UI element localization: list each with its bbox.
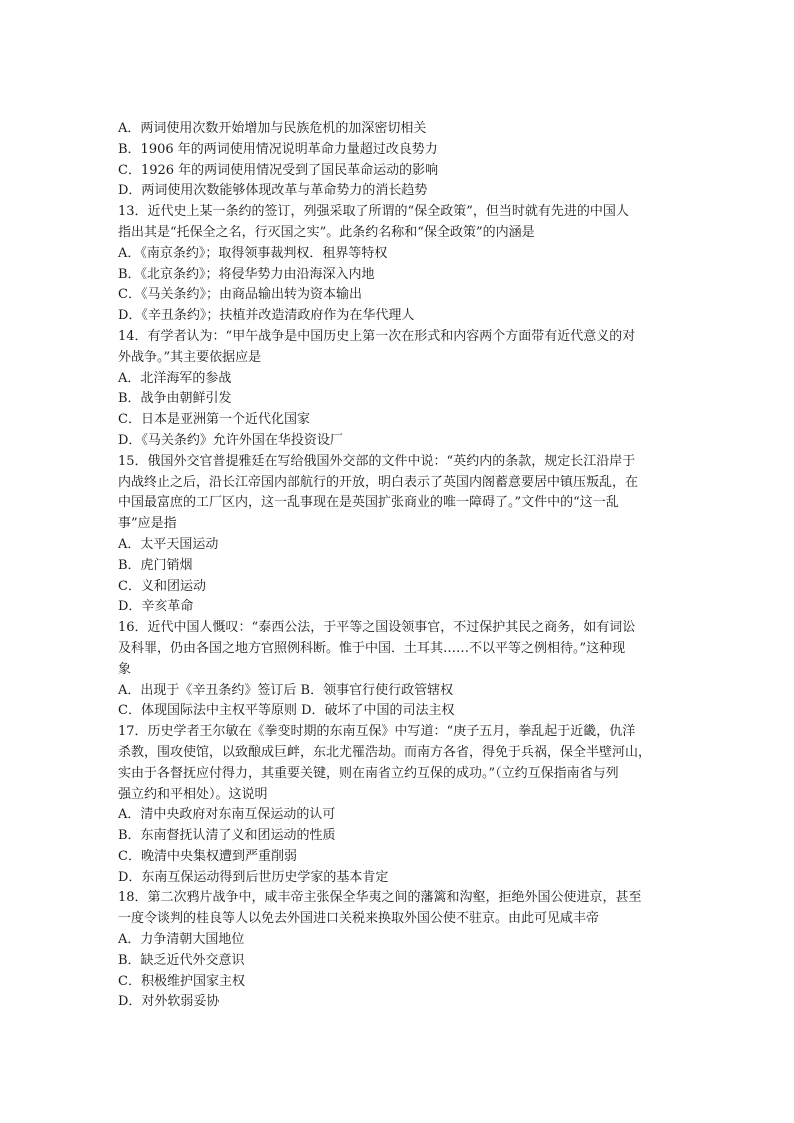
option-d: D．辛亥革命 bbox=[118, 599, 194, 615]
question-stem-line: 13．近代史上某一条约的签订，列强采取了所谓的“保全政策”，但当时就有先进的中国人 bbox=[118, 204, 629, 220]
option-c: C．日本是亚洲第一个近代化国家 bbox=[118, 412, 310, 428]
option-b: B．1906 年的两词使用情况说明革命力量超过改良势力 bbox=[118, 141, 438, 157]
question-stem-line: 内战终止之后，沿长江帝国内部航行的开放，明白表示了英国内阁蓄意要居中镇压叛乱，在 bbox=[118, 474, 639, 490]
option-d: D．《辛丑条约》；扶植并改造清政府作为在华代理人 bbox=[118, 308, 415, 324]
option-a: A．两词使用次数开始增加与民族危机的加深密切相关 bbox=[118, 121, 427, 136]
option-d: D．东南互保运动得到后世历史学家的基本肯定 bbox=[118, 869, 389, 885]
question-stem-line: 中国最富庶的工厂区内，这一乱事现在是英国扩张商业的唯一障碍了。”文件中的“这一乱 bbox=[118, 495, 619, 511]
option-d: D．《马关条约》允许外国在华投资设厂 bbox=[118, 432, 343, 448]
question-stem-line: 象 bbox=[118, 661, 132, 677]
question-stem-line: 指出其是“托保全之名，行灭国之实”。此条约名称和“保全政策”的内涵是 bbox=[118, 224, 535, 240]
option-b: B．虎门销烟 bbox=[118, 557, 193, 573]
option-b: B．缺乏近代外交意识 bbox=[118, 952, 245, 968]
question-stem-line: 及科罪，仍由各国之地方官照例科断。惟于中国．土耳其……不以平等之例相待。”这种现 bbox=[118, 640, 626, 656]
option-c: C．积极维护国家主权 bbox=[118, 973, 245, 989]
option-a: A．北洋海军的参战 bbox=[118, 370, 232, 386]
option-d: D．两词使用次数能够体现改革与革命势力的消长趋势 bbox=[118, 183, 428, 199]
option-b: B．战争由朝鲜引发 bbox=[118, 391, 232, 407]
option-c-d: C．体现国际法中主权平等原则 D．破坏了中国的司法主权 bbox=[118, 703, 455, 719]
option-a: A．力争清朝大国地位 bbox=[118, 932, 245, 948]
option-b: B．东南督抚认清了义和团运动的性质 bbox=[118, 828, 336, 844]
option-a: A．清中央政府对东南互保运动的认可 bbox=[118, 807, 336, 823]
question-stem-line: 18．第二次鸦片战争中，咸丰帝主张保全华夷之间的藩篱和沟壑，拒绝外国公使进京，甚至 bbox=[118, 890, 642, 906]
option-c: C．晚清中央集权遭到严重削弱 bbox=[118, 848, 297, 864]
question-stem-line: 15．俄国外交官普提雅廷在写给俄国外交部的文件中说：“英约内的条款，规定长江沿岸于 bbox=[118, 453, 636, 469]
question-stem-line: 一度令谈判的桂良等人以免去外国进口关税来换取外国公使不驻京。由此可见咸丰帝 bbox=[118, 911, 600, 927]
question-stem-line: 14．有学者认为：“甲午战争是中国历史上第一次在形式和内容两个方面带有近代意义的对 bbox=[118, 328, 636, 344]
question-14 bbox=[118, 327, 678, 452]
question-16 bbox=[118, 618, 678, 722]
question-stem-line: 外战争。”其主要依据应是 bbox=[118, 349, 262, 365]
question-18 bbox=[118, 888, 678, 1013]
question-15 bbox=[118, 452, 678, 618]
question-stem-line: 16．近代中国人慨叹：“泰西公法，于平等之国设领事官，不过保护其民之商务，如有词讼 bbox=[118, 620, 636, 636]
question-13 bbox=[118, 202, 678, 327]
option-c: C．《马关条约》；由商品输出转为资本输出 bbox=[118, 287, 362, 303]
question-17 bbox=[118, 722, 678, 888]
question-stem-line: 实由于各督抚应付得力，其重要关键，则在南省立约互保的成功。”（立约互保指南省与列 bbox=[118, 765, 619, 781]
option-c: C．1926 年的两词使用情况受到了国民革命运动的影响 bbox=[118, 162, 439, 178]
option-a-b: A．出现于《辛丑条约》签订后 B．领事官行使行政管辖权 bbox=[118, 682, 454, 698]
option-a: A．太平天国运动 bbox=[118, 536, 219, 552]
option-b: B．《北京条约》；将侵华势力由沿海深入内地 bbox=[118, 266, 375, 282]
question-stem-line: 强立约和平相处）。这说明 bbox=[118, 786, 268, 802]
question-content bbox=[118, 119, 678, 1013]
option-d: D．对外软弱妥协 bbox=[118, 994, 220, 1010]
question-stem-line: 17．历史学者王尔敏在《拳变时期的东南互保》中写道：“庚子五月，拳乱起于近畿，仇洋 bbox=[118, 724, 636, 740]
question-12-options bbox=[118, 119, 678, 202]
question-stem-line: 杀教，围攻使馆，以致酿成巨衅，东北尤罹浩劫。而南方各省，得免于兵祸，保全半壁河山， bbox=[118, 744, 652, 760]
question-stem-line: 事”应是指 bbox=[118, 516, 177, 532]
option-c: C．义和团运动 bbox=[118, 578, 206, 594]
option-a: A．《南京条约》；取得领事裁判权．租界等特权 bbox=[118, 245, 388, 261]
